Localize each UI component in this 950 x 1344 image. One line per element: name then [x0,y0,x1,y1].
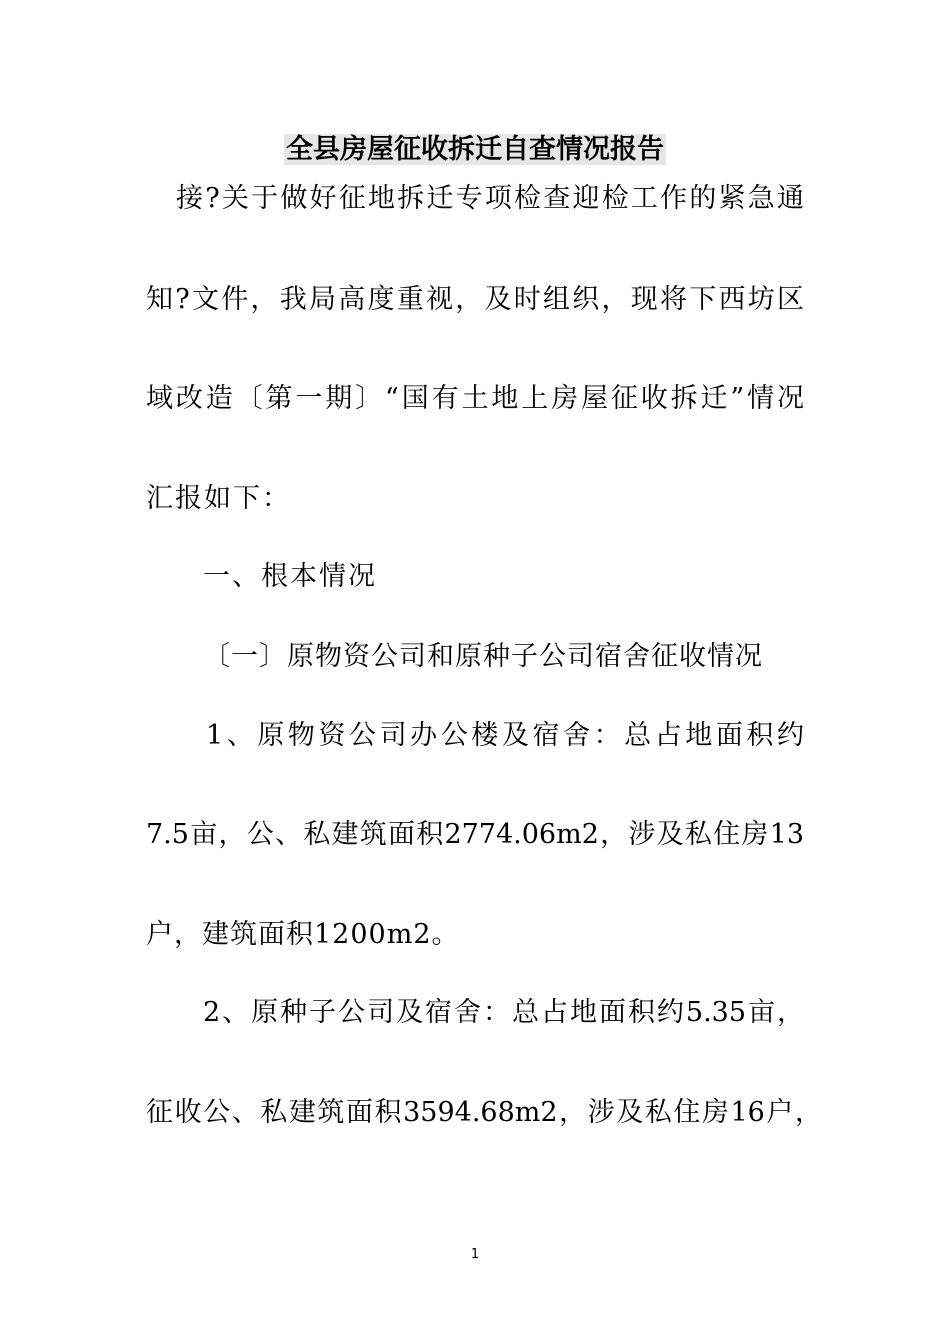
body-line-3: 域改造〔第一期〕“国有土地上房屋征收拆迁”情况 [146,383,804,414]
body-line-4: 汇报如下： [146,483,291,514]
body-line-1: 接?关于做好征地拆迁专项检查迎检工作的紧急通 [176,183,804,214]
body-line-9: 户，建筑面积1200m2。 [146,919,460,950]
document-title-text: 全县房屋征收拆迁自查情况报告 [286,134,664,165]
body-line-10: 2、原种子公司及宿舍：总占地面积约5.35亩， [203,997,804,1028]
body-line-7: 1、原物资公司办公楼及宿舍：总占地面积约 [206,720,804,751]
document-title [0,130,950,170]
subsection-heading-1: 〔一〕原物资公司和原种子公司宿舍征收情况 [203,641,763,672]
section-heading-1: 一、根本情况 [203,561,377,592]
body-line-11: 征收公、私建筑面积3594.68m2，涉及私住房16户， [146,1097,822,1128]
page-number: 1 [470,1247,480,1262]
body-line-2: 知?文件，我局高度重视，及时组织，现将下西坊区 [146,284,804,315]
body-line-8: 7.5亩，公、私建筑面积2774.06m2，涉及私住房13 [146,819,804,850]
